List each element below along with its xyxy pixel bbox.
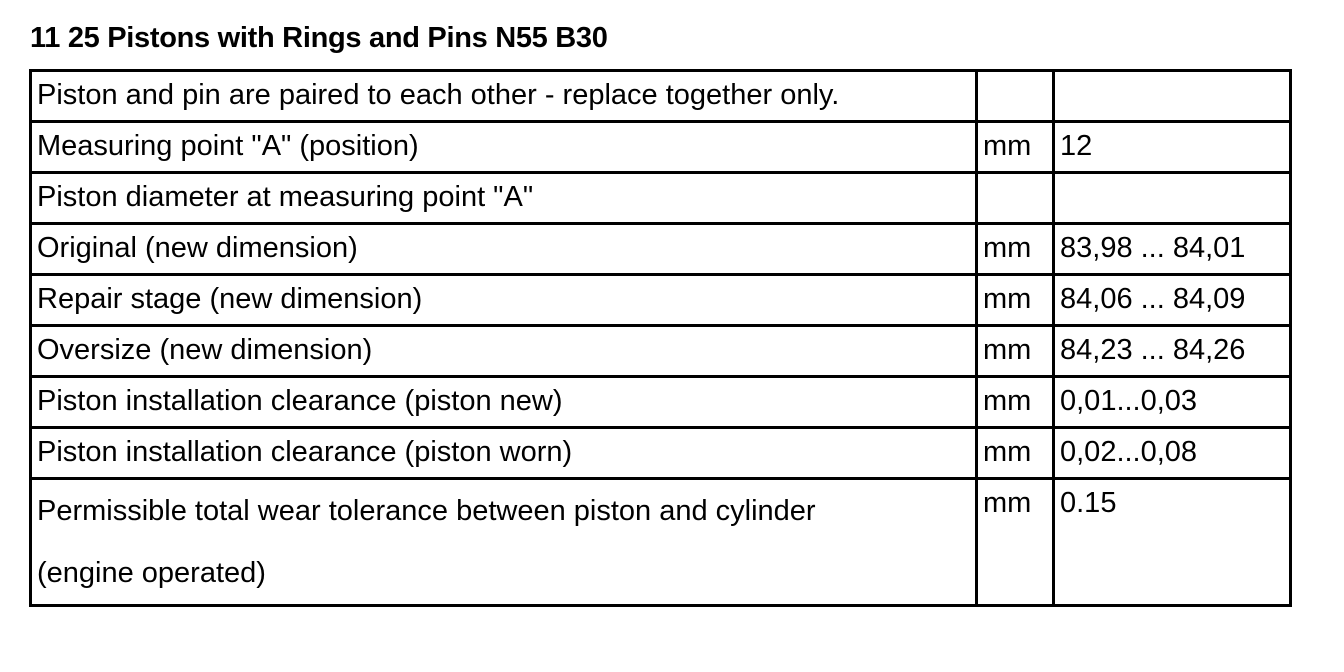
row-value: 84,23 ... 84,26 — [1054, 326, 1291, 377]
row-value: 84,06 ... 84,09 — [1054, 275, 1291, 326]
row-unit: mm — [977, 275, 1054, 326]
table-row — [31, 377, 1291, 428]
row-value: 83,98 ... 84,01 — [1054, 224, 1291, 275]
table-row — [31, 71, 1291, 122]
row-description: Repair stage (new dimension) — [31, 275, 977, 326]
row-description: Piston and pin are paired to each other - replace together only. — [31, 71, 977, 122]
table-row — [31, 224, 1291, 275]
row-description: Original (new dimension) — [31, 224, 977, 275]
row-description: Oversize (new dimension) — [31, 326, 977, 377]
row-unit: mm — [977, 479, 1054, 606]
row-value: 12 — [1054, 122, 1291, 173]
row-value — [1054, 71, 1291, 122]
table-row — [31, 326, 1291, 377]
row-description: Measuring point "A" (position) — [31, 122, 977, 173]
row-description: Piston installation clearance (piston worn) — [31, 428, 977, 479]
table-row — [31, 275, 1291, 326]
table-row — [31, 479, 1291, 606]
table-row — [31, 173, 1291, 224]
row-description-line: (engine operated) — [37, 557, 266, 589]
row-unit: mm — [977, 377, 1054, 428]
document-title: 11 25 Pistons with Rings and Pins N55 B30 — [30, 22, 608, 54]
row-description: Piston diameter at measuring point "A" — [31, 173, 977, 224]
row-value — [1054, 173, 1291, 224]
row-unit — [977, 71, 1054, 122]
row-description — [31, 479, 977, 606]
row-description-line: Permissible total wear tolerance between piston and cylinder — [37, 495, 816, 527]
specification-table — [29, 69, 1292, 607]
table-row — [31, 428, 1291, 479]
row-value: 0,01...0,03 — [1054, 377, 1291, 428]
row-unit: mm — [977, 326, 1054, 377]
row-unit — [977, 173, 1054, 224]
row-unit: mm — [977, 224, 1054, 275]
table-row — [31, 122, 1291, 173]
row-value: 0,02...0,08 — [1054, 428, 1291, 479]
row-unit: mm — [977, 122, 1054, 173]
row-unit: mm — [977, 428, 1054, 479]
row-description: Piston installation clearance (piston new) — [31, 377, 977, 428]
row-value: 0.15 — [1054, 479, 1291, 606]
